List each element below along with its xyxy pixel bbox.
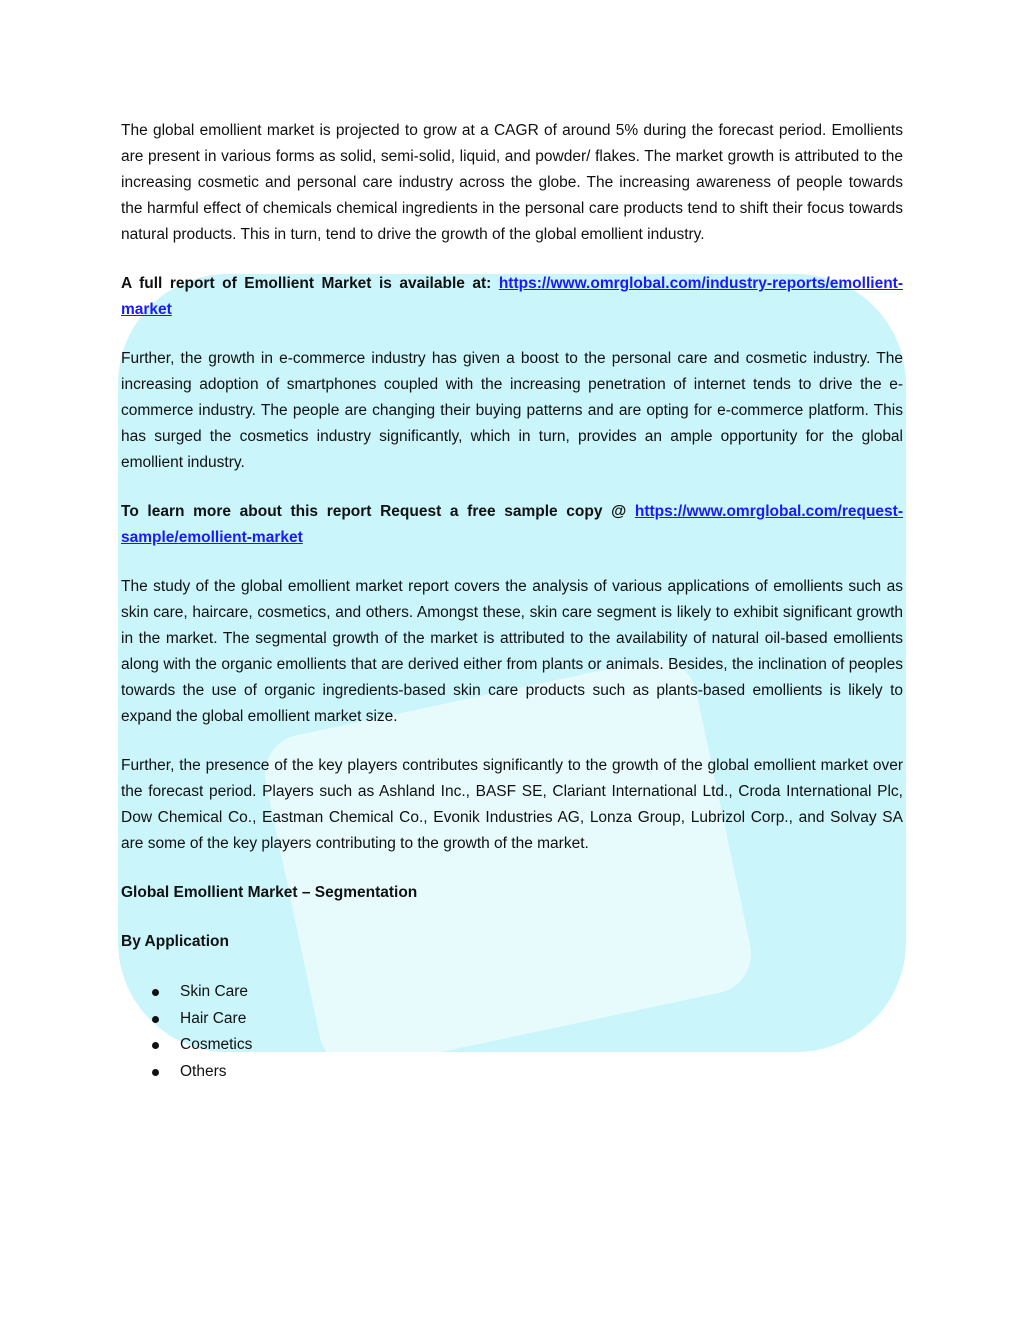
bullet-icon <box>152 1016 159 1023</box>
list-item <box>121 1059 903 1086</box>
sample-request-link[interactable]: https://www.omrglobal.com/request-sample/emollient-market <box>121 503 903 546</box>
list-item-label: Others <box>180 1062 227 1080</box>
document-page <box>121 118 903 1085</box>
by-application-heading: By Application <box>121 933 229 950</box>
intro-paragraph: The global emollient market is projected to grow at a CAGR of around 5% during the forecast period. Emollients are present in various forms as solid, semi-solid, liquid, and powder/ flakes. The market growth is attributed to the increasing cosmetic and personal care industry across the globe. The increasing awareness of people towards the harmful effect of chemicals chemical ingredients in the personal care products tend to shift their focus towards natural products. This in turn, tend to drive the growth of the global emollient industry. <box>121 122 903 243</box>
segmentation-heading: Global Emollient Market – Segmentation <box>121 884 418 901</box>
sample-request-label: To learn more about this report Request a free sample copy @ <box>121 503 635 520</box>
list-item-label: Cosmetics <box>180 1036 253 1053</box>
list-item <box>121 1006 903 1033</box>
list-item <box>121 979 903 1006</box>
application-list <box>121 979 903 1085</box>
bullet-icon <box>152 1042 159 1049</box>
list-item-label: Hair Care <box>180 1009 247 1027</box>
full-report-paragraph <box>121 271 903 323</box>
full-report-label: A full report of Emollient Market is available at: <box>121 275 499 292</box>
bullet-icon <box>152 989 159 996</box>
sample-request-paragraph <box>121 499 903 551</box>
applications-paragraph: The study of the global emollient market report covers the analysis of various applications of emollients such as skin care, haircare, cosmetics, and others. Amongst these, skin care segment is likely to exhibit significant growth in the market. The segmental growth of the market is attributed to the availability of natural oil-based emollients along with the organic emollients that are derived either from plants or animals. Besides, the inclination of peoples towards the use of organic ingredients-based skin care products such as plants-based emollients is likely to expand the global emollient market size. <box>121 578 903 725</box>
key-players-paragraph: Further, the presence of the key players contributes significantly to the growth of the global emollient market over the forecast period. Players such as Ashland Inc., BASF SE, Clariant International Ltd., Croda International Plc, Dow Chemical Co., Eastman Chemical Co., Evonik Industries AG, Lonza Group, Lubrizol Corp., and Solvay SA are some of the key players contributing to the growth of the market. <box>121 757 903 852</box>
list-item <box>121 1032 903 1059</box>
full-report-link[interactable]: https://www.omrglobal.com/industry-reports/emollient-market <box>121 275 903 318</box>
bullet-icon <box>152 1069 159 1076</box>
list-item-label: Skin Care <box>180 983 249 1000</box>
ecommerce-paragraph: Further, the growth in e-commerce industry has given a boost to the personal care and cosmetic industry. The increasing adoption of smartphones coupled with the increasing penetration of internet tends to drive the e-commerce industry. The people are changing their buying patterns and are opting for e-commerce platform. This has surged the cosmetics industry significantly, which in turn, provides an ample opportunity for the global emollient industry. <box>121 350 903 471</box>
